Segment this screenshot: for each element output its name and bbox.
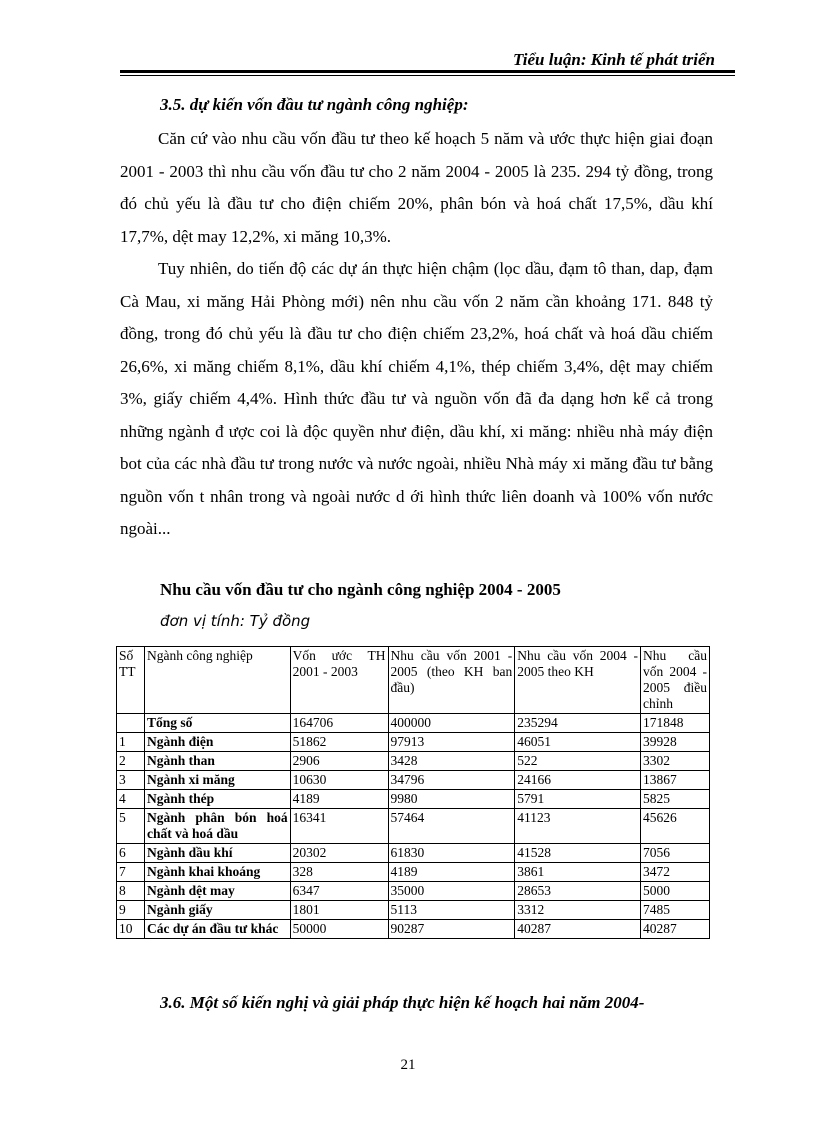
value-cell: 97913: [388, 733, 515, 752]
industry-name-cell: Các dự án đầu tư khác: [144, 920, 290, 939]
value-cell: 2906: [290, 752, 388, 771]
value-cell: 46051: [515, 733, 641, 752]
row-number-cell: 7: [117, 863, 145, 882]
value-cell: 51862: [290, 733, 388, 752]
industry-name-cell: Tổng số: [144, 714, 290, 733]
table-row: [117, 714, 710, 733]
value-cell: 1801: [290, 901, 388, 920]
document-header-title: Tiểu luận: Kinh tế phát triển: [513, 50, 715, 69]
value-cell: 5791: [515, 790, 641, 809]
value-cell: 9980: [388, 790, 515, 809]
row-number-cell: 4: [117, 790, 145, 809]
header-rule-thin: [120, 75, 735, 76]
table-row: [117, 790, 710, 809]
value-cell: 50000: [290, 920, 388, 939]
row-number-cell: 6: [117, 844, 145, 863]
paragraph-2: Tuy nhiên, do tiến độ các dự án thực hiện chậm (lọc dầu, đạm tô than, dap, đạm Cà Mau, xi măng Hải Phòng mới) nên nhu cầu vốn 2 năm cần khoảng 171. 848 tỷ đồng, trong đó chủ yếu là đầu tư cho điện chiếm 23,2%, hoá chất và hoá dầu chiếm 26,6%, xi măng chiếm 8,1%, dầu khí chiếm 4,1%, thép chiếm 3,4%, dệt may chiếm 3%, giấy chiếm 4,4%. Hình thức đầu tư và nguồn vốn đã đa dạng hơn kể cả trong những ngành đ ược coi là độc quyền như điện, dầu khí, xi măng: nhiều nhà máy điện bot của các nhà đầu tư trong nước và nước ngoài, nhiều Nhà máy xi măng đầu tư bằng nguồn vốn t nhân trong và ngoài nước d ới hình thức liên doanh và 100% vốn nước ngoài...: [120, 259, 713, 538]
industry-name-cell: Ngành phân bón hoá chất và hoá dầu: [144, 809, 290, 844]
next-section-heading: 3.6. Một số kiến nghị và giải pháp thực hiện kế hoạch hai năm 2004-: [160, 993, 645, 1012]
row-number-cell: 3: [117, 771, 145, 790]
value-cell: 40287: [515, 920, 641, 939]
header-cell-need-2004-2005-adjusted: Nhu cầu vốn 2004 - 2005 điều chỉnh: [641, 647, 710, 714]
table-unit: đơn vị tính: Tỷ đồng: [160, 612, 311, 630]
value-cell: 45626: [641, 809, 710, 844]
value-cell: 5113: [388, 901, 515, 920]
value-cell: 7056: [641, 844, 710, 863]
header-cell-stt: Số TT: [117, 647, 145, 714]
value-cell: 34796: [388, 771, 515, 790]
value-cell: 522: [515, 752, 641, 771]
table-row: [117, 882, 710, 901]
row-number-cell: 1: [117, 733, 145, 752]
value-cell: 10630: [290, 771, 388, 790]
section-heading: 3.5. dự kiến vốn đầu tư ngành công nghiệp:: [160, 95, 469, 114]
value-cell: 39928: [641, 733, 710, 752]
value-cell: 164706: [290, 714, 388, 733]
value-cell: 5825: [641, 790, 710, 809]
table-row: [117, 863, 710, 882]
table-row: [117, 809, 710, 844]
table-row: [117, 752, 710, 771]
value-cell: 328: [290, 863, 388, 882]
industry-name-cell: Ngành than: [144, 752, 290, 771]
page-number: 21: [400, 1057, 416, 1073]
value-cell: 24166: [515, 771, 641, 790]
value-cell: 3861: [515, 863, 641, 882]
value-cell: 3312: [515, 901, 641, 920]
value-cell: 41123: [515, 809, 641, 844]
value-cell: 6347: [290, 882, 388, 901]
value-cell: 13867: [641, 771, 710, 790]
value-cell: 400000: [388, 714, 515, 733]
header-cell-capital-2001-2003: Vốn ước TH 2001 - 2003: [290, 647, 388, 714]
value-cell: 171848: [641, 714, 710, 733]
investment-table: [116, 646, 710, 939]
table-row: [117, 844, 710, 863]
value-cell: 16341: [290, 809, 388, 844]
row-number-cell: 9: [117, 901, 145, 920]
row-number-cell: 2: [117, 752, 145, 771]
table-body: [117, 714, 710, 939]
industry-name-cell: Ngành giấy: [144, 901, 290, 920]
paragraph-1: Căn cứ vào nhu cầu vốn đầu tư theo kế hoạch 5 năm và ước thực hiện giai đoạn 2001 - 2003 thì nhu cầu vốn đầu tư cho 2 năm 2004 - 2005 là 235. 294 tỷ đồng, trong đó chủ yếu là đầu tư cho điện chiếm 20%, phân bón và hoá chất 17,5%, dầu khí 17,7%, dệt may 12,2%, xi măng 10,3%.: [120, 129, 713, 246]
industry-name-cell: Ngành xi măng: [144, 771, 290, 790]
table-row: [117, 771, 710, 790]
industry-name-cell: Ngành dầu khí: [144, 844, 290, 863]
value-cell: 90287: [388, 920, 515, 939]
table-row: [117, 733, 710, 752]
header-cell-industry: Ngành công nghiệp: [144, 647, 290, 714]
row-number-cell: 10: [117, 920, 145, 939]
header-rule-thick: [120, 70, 735, 73]
value-cell: 61830: [388, 844, 515, 863]
table-row: [117, 901, 710, 920]
header-cell-need-2001-2005: Nhu cầu vốn 2001 - 2005 (theo KH ban đầu): [388, 647, 515, 714]
row-number-cell: 5: [117, 809, 145, 844]
row-number-cell: [117, 714, 145, 733]
table-row: [117, 920, 710, 939]
value-cell: 7485: [641, 901, 710, 920]
value-cell: 20302: [290, 844, 388, 863]
value-cell: 57464: [388, 809, 515, 844]
industry-name-cell: Ngành dệt may: [144, 882, 290, 901]
value-cell: 4189: [290, 790, 388, 809]
value-cell: 28653: [515, 882, 641, 901]
header-cell-need-2004-2005-plan: Nhu cầu vốn 2004 - 2005 theo KH: [515, 647, 641, 714]
value-cell: 235294: [515, 714, 641, 733]
industry-name-cell: Ngành khai khoáng: [144, 863, 290, 882]
value-cell: 3302: [641, 752, 710, 771]
value-cell: 4189: [388, 863, 515, 882]
value-cell: 35000: [388, 882, 515, 901]
value-cell: 3428: [388, 752, 515, 771]
value-cell: 41528: [515, 844, 641, 863]
industry-name-cell: Ngành thép: [144, 790, 290, 809]
table-title: Nhu cầu vốn đầu tư cho ngành công nghiệp 2004 - 2005: [160, 580, 561, 599]
value-cell: 40287: [641, 920, 710, 939]
industry-name-cell: Ngành điện: [144, 733, 290, 752]
row-number-cell: 8: [117, 882, 145, 901]
table-header-row: [117, 647, 710, 714]
value-cell: 5000: [641, 882, 710, 901]
value-cell: 3472: [641, 863, 710, 882]
